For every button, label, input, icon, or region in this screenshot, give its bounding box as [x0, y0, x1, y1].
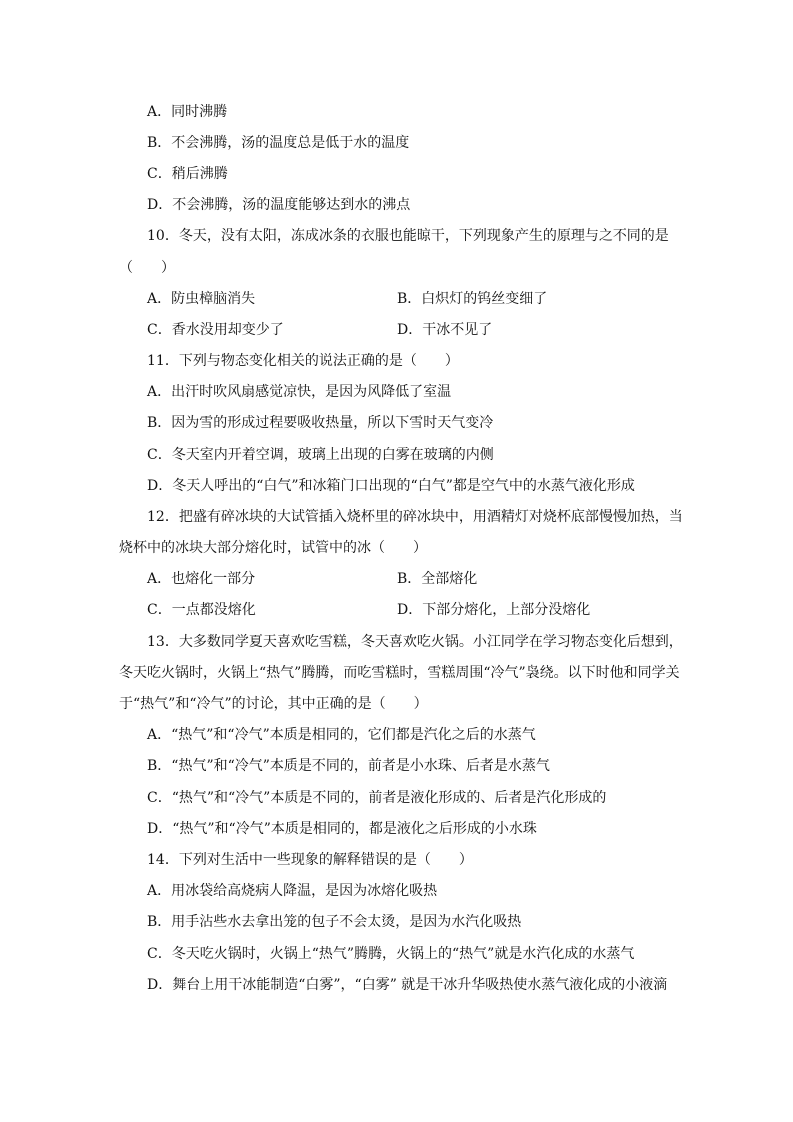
q12-option-c: C．一点都没熔化 — [147, 602, 256, 618]
q12-option-b: B．全部熔化 — [397, 571, 478, 587]
q13-option-b: B．“热气”和“冷气”本质是不同的，前者是小水珠、后者是水蒸气 — [147, 758, 550, 774]
q14-option-b: B．用手沾些水去拿出笼的包子不会太烫，是因为水汽化吸热 — [147, 914, 522, 930]
q9-option-c: C．稍后沸腾 — [147, 166, 228, 182]
q9-option-a: A．同时沸腾 — [147, 104, 228, 120]
q13-option-a: A．“热气”和“冷气”本质是相同的，它们都是汽化之后的水蒸气 — [147, 727, 536, 743]
q13-stem-continued-2: 于“热气”和“冷气”的讨论，其中正确的是（ ） — [119, 696, 428, 712]
q12-option-d: D．下部分熔化，上部分没熔化 — [397, 602, 591, 618]
q9-option-b: B．不会沸腾，汤的温度总是低于水的温度 — [147, 135, 410, 151]
q12-stem: 12．把盛有碎冰块的大试管插入烧杯里的碎冰块中，用酒精灯对烧杯底部慢慢加热，当 — [147, 509, 683, 525]
q11-option-c: C．冬天室内开着空调，玻璃上出现的白雾在玻璃的内侧 — [147, 447, 494, 463]
q10-stem: 10．冬天，没有太阳，冻成冰条的衣服也能晾干，下列现象产生的原理与之不同的是 — [147, 228, 669, 244]
q11-option-d: D．冬天人呼出的“白气”和冰箱门口出现的“白气”都是空气中的水蒸气液化形成 — [147, 478, 635, 494]
q14-stem: 14．下列对生活中一些现象的解释错误的是（ ） — [147, 852, 473, 868]
q14-option-c: C．冬天吃火锅时，火锅上“热气”腾腾，火锅上的“热气”就是水汽化成的水蒸气 — [147, 946, 635, 962]
q9-option-d: D．不会沸腾，汤的温度能够达到水的沸点 — [147, 197, 411, 213]
q10-option-d: D．干冰不见了 — [397, 322, 493, 338]
q13-stem: 13．大多数同学夏天喜欢吃雪糕，冬天喜欢吃火锅。小江同学在学习物态变化后想到， — [147, 634, 683, 650]
q11-option-a: A．出汗时吹风扇感觉凉快，是因为风降低了室温 — [147, 384, 452, 400]
q11-stem: 11．下列与物态变化相关的说法正确的是（ ） — [147, 353, 459, 369]
q13-stem-continued-1: 冬天吃火锅时，火锅上“热气”腾腾，而吃雪糕时，雪糕周围“冷气”袅绕。以下时他和同学关 — [119, 665, 680, 681]
q14-option-a: A．用冰袋给高烧病人降温，是因为冰熔化吸热 — [147, 883, 438, 899]
q13-option-d: D．“热气”和“冷气”本质是相同的，都是液化之后形成的小水珠 — [147, 821, 537, 837]
q10-option-c: C．香水没用却变少了 — [147, 322, 284, 338]
q11-option-b: B．因为雪的形成过程要吸收热量，所以下雪时天气变冷 — [147, 415, 494, 431]
q14-option-d: D．舞台上用干冰能制造“白雾”，“白雾” 就是干冰升华吸热使水蒸气液化成的小液滴 — [147, 977, 668, 993]
q12-option-a: A．也熔化一部分 — [147, 571, 256, 587]
q13-option-c: C．“热气”和“冷气”本质是不同的，前者是液化形成的、后者是汽化形成的 — [147, 790, 607, 806]
q10-option-a: A．防虫樟脑消失 — [147, 291, 256, 307]
q10-option-b: B．白炽灯的钨丝变细了 — [397, 291, 548, 307]
q10-stem-continued: （ ） — [119, 260, 175, 276]
q12-stem-continued: 烧杯中的冰块大部分熔化时，试管中的冰（ ） — [119, 540, 427, 556]
